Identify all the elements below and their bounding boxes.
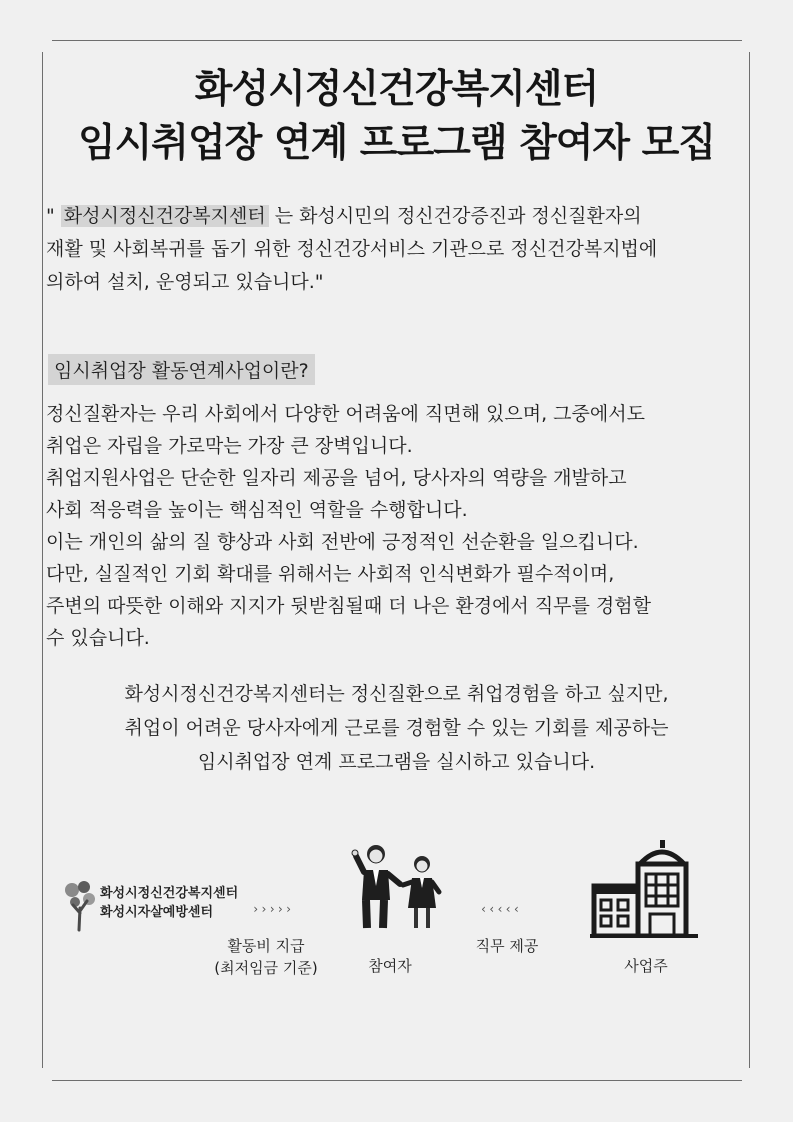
job-provision-caption: 직무 제공 [475, 937, 539, 955]
arrow-right: ››››› [252, 902, 294, 916]
section-body [46, 398, 756, 654]
payment-caption [196, 935, 336, 979]
participant-caption: 참여자 [368, 957, 412, 975]
summary-line: 취업이 어려운 당사자에게 근로를 경험할 수 있는 기회를 제공하는 [124, 717, 669, 739]
logo-line-2: 화성시자살예방센터 [100, 905, 214, 920]
intro-paragraph [46, 200, 756, 299]
section-heading: 임시취업장 활동연계사업이란? [48, 354, 315, 385]
bottom-rule [52, 1080, 742, 1081]
center-name-highlight: 화성시정신건강복지센터 [61, 205, 269, 227]
body-line: 취업은 자립을 가로막는 가장 큰 장벽입니다. [46, 435, 413, 457]
body-line: 취업지원사업은 단순한 일자리 제공을 넘어, 당사자의 역량을 개발하고 [46, 467, 627, 489]
left-rule [42, 52, 43, 1068]
center-logo-text [100, 884, 238, 922]
intro-line-1 [46, 200, 756, 233]
title-line-2: 임시취업장 연계 프로그램 참여자 모집 [77, 121, 716, 166]
body-line: 주변의 따뜻한 이해와 지지가 뒷받침될때 더 나은 환경에서 직무를 경험할 [46, 595, 651, 617]
payment-line-2: (최저임금 기준) [214, 959, 318, 977]
intro-line-3: 의하여 설치, 운영되고 있습니다." [46, 271, 324, 293]
summary-line: 화성시정신건강복지센터는 정신질환으로 취업경험을 하고 싶지만, [124, 683, 669, 705]
summary-line: 임시취업장 연계 프로그램을 실시하고 있습니다. [197, 751, 596, 773]
quote-open: " [46, 205, 55, 227]
body-line: 사회 적응력을 높이는 핵심적인 역할을 수행합니다. [46, 499, 468, 521]
center-logo-icon [62, 880, 98, 932]
payment-line-1: 활동비 지급 [227, 937, 305, 955]
body-line: 수 있습니다. [46, 627, 150, 649]
summary-paragraph [0, 677, 793, 779]
intro-line-2: 재활 및 사회복귀를 돕기 위한 정신건강서비스 기관으로 정신건강복지법에 [46, 238, 658, 260]
employer-caption: 사업주 [624, 957, 668, 975]
logo-line-1: 화성시정신건강복지센터 [100, 886, 239, 901]
building-icon [590, 838, 698, 938]
body-line: 이는 개인의 삶의 질 향상과 사회 전반에 긍정적인 선순환을 일으킵니다. [46, 531, 639, 553]
top-rule [52, 40, 742, 41]
arrow-left: ‹‹‹‹‹ [480, 902, 522, 916]
participants-icon [346, 842, 450, 932]
intro-line-1-rest: 는 화성시민의 정신건강증진과 정신질환자의 [274, 205, 642, 227]
body-line: 다만, 실질적인 기회 확대를 위해서는 사회적 인식변화가 필수적이며, [46, 563, 615, 585]
title-line-1: 화성시정신건강복지센터 [194, 67, 599, 112]
body-line: 정신질환자는 우리 사회에서 다양한 어려움에 직면해 있으며, 그중에서도 [46, 403, 645, 425]
